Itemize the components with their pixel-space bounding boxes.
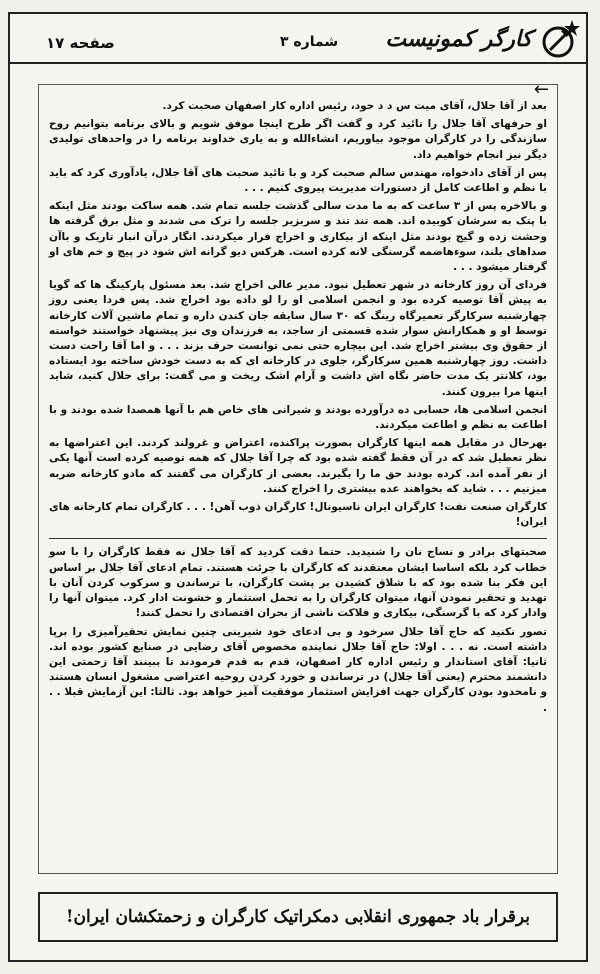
issue-number: شماره ۳ (280, 34, 339, 50)
paragraph: تصور نکنید که حاج آقا جلال سرخود و بی ادعای خود شیرینی چنین نمایش تحقیرآمیزی را برپا داشته است. نه . . . اولا: حاج آقا جلال نماینده مخصوص آقای رضایی در صنایع کشور بوده اند. ثانیا: آقای استاندار و رئیس اداره کار اصفهان، قدم به قدم فرمودند تا ببینند آقا زحمتی این دانشمند محترم (یعنی آقا جلال) در ترساندن و خورد کردن روحیه اعتراضی مشغول انسان هستند و نامحدود بودن کارگران جهت افزایش استثمار موفقیت آمیز خواهد بود. ثالثا: این آزمایش قبلا . . . (49, 625, 547, 714)
paragraph: صحبتهای برادر و نساج نان را شنیدید. حتما دقت کردید که آقا جلال نه فقط کارگران را با سو خطاب کرد بلکه اساسا ایشان معتقدند که کارگران با جرئت هستند. تمام ادعای آقا جلال بر اساس این فکر بنا شده بود که با شلاق کشیدن بر پشت کارگران، با ترساندن و سرکوب کردن آنان با تهدید و تحقیر نمودن آنها، میتوان کارگران را به تحمل استثمار و خشونت ادار کرد. میتوان آنها را وادار کرد که با گرسنگی، بیکاری و فلاکت ناشی از بحران اقتصادی را تحمل کنند! (49, 546, 547, 620)
paragraph: فردای آن روز کارخانه در شهر تعطیل نبود. مدیر عالی اخراج شد. بعد مسئول پارکینگ ها که گویا به پیش آقا توصیه کرده بود و انجمن اسلامی او را لو داده بود اخراج شد. پس فردا یعنی روز چهارشنبه سرکارگر تعمیرگاه رینگ که ۳۰ سال سابقه جان کندن داره و تمام ماشین آلات کارخانه توسط او و همکارانش سوار شده قسمتی از ساجد، به فرزندان وی نیز پیشنهاد خواستند خواسته از حقوق وی بیشتر اخراج شد. این بیچاره حتی نمی توانست حرف بزند . . . و اما آقا راحت دست داشت. روز چهارشنبه همین سرکارگر، جلوی در کارخانه ای که به دست خودش ساخته بود ایستاده بود، کلانتر یک مدت حاضر نگاه اش داشت و آرام اشک ریخت و می گفت: برای حلال کنید، شاید اینها مرا بیرون کنند. (49, 279, 547, 398)
paragraph: انجمن اسلامی ها، حسابی ده درآورده بودند و شیرانی های خاص هم با آنها همصدا شده بودند و با اطاعت به نظم و اطاعت میکردند. (49, 403, 547, 432)
slogan-line: کارگران صنعت نفت! کارگران ایران ناسیونال! کارگران ذوب آهن! . . . کارگران تمام کارخانه های ایران! (49, 501, 547, 529)
arrow-left-icon: ← (533, 79, 549, 100)
paragraph: و بالاخره پس از ۳ ساعت که به ما مدت سالی گذشت جلسه تمام شد. همه ساکت بودند مثل اینکه با پتک به سرشان کوبیده اند. همه تند تند و سربزیر جلسه را ترک می شدند و مثل برق گرفته ها وحشت زده و گیج بودند مثل اینکه از بیکاری و اخراج فرار میکردند. انگار درآن انبار تاریک و باآن صداهای بلند، سوءهاضمه گرسنگی لانه کرده است. هرکس دیو گرانه اش شود در پیچ و خم های او گرفتار میشود . . . (49, 200, 547, 274)
paragraph: بعد از آقا جلال، آقای میت س د د حود، رئیس اداره کار اصفهان صحبت کرد. (162, 100, 547, 112)
article-body (49, 99, 547, 716)
footer-slogan-box (38, 892, 558, 942)
paragraph: بهرحال در مقابل همه اینها کارگران بصورت پراکنده، اعتراض و غرولند کردند. این اعتراضها به نظر تعطیل شد که در آن فقط گفته شده بود که چرا آقا جلال که همه توصیه کرده است آنها یکی از نفر آمده اند. کرده بودند حق ما را بگیرند. بعضی از کارگران می گفتند که مادو کارخانه ضربه میزنیم . . . شاید که بخواهند عده بیشتری را اخراج کنند. (49, 437, 547, 495)
hammer-sickle-star-icon (538, 18, 582, 60)
masthead-title: کارگر کمونیست (385, 26, 532, 52)
paragraph: او حرفهای آقا جلال را تائید کرد و گفت اگر طرح اینجا موفق شویم و بالای برنامه بتوانیم روح سازندگی را در کارگران موجود بیاوریم، انشاءالله و به یاری خداوند برنامه را در واحدهای تولیدی دیگر نیز انجام خواهیم داد. (49, 118, 547, 161)
newspaper-page (8, 12, 588, 962)
paragraph: پس از آقای دادخواه، مهندس سالم صحبت کرد و با تائید صحبت های آقا جلال، یادآوری کرد که باید با نظم و اطاعت کامل از دستورات مدیریت پیروی کنیم . . . (49, 166, 547, 195)
article-frame (38, 79, 558, 874)
page-header (10, 14, 586, 64)
section-divider (49, 538, 547, 539)
page-number: صفحه ۱۷ (46, 34, 115, 52)
footer-slogan: برقرار باد جمهوری انقلابی دمکراتیک کارگران و زحمتکشان ایران! (66, 907, 530, 927)
